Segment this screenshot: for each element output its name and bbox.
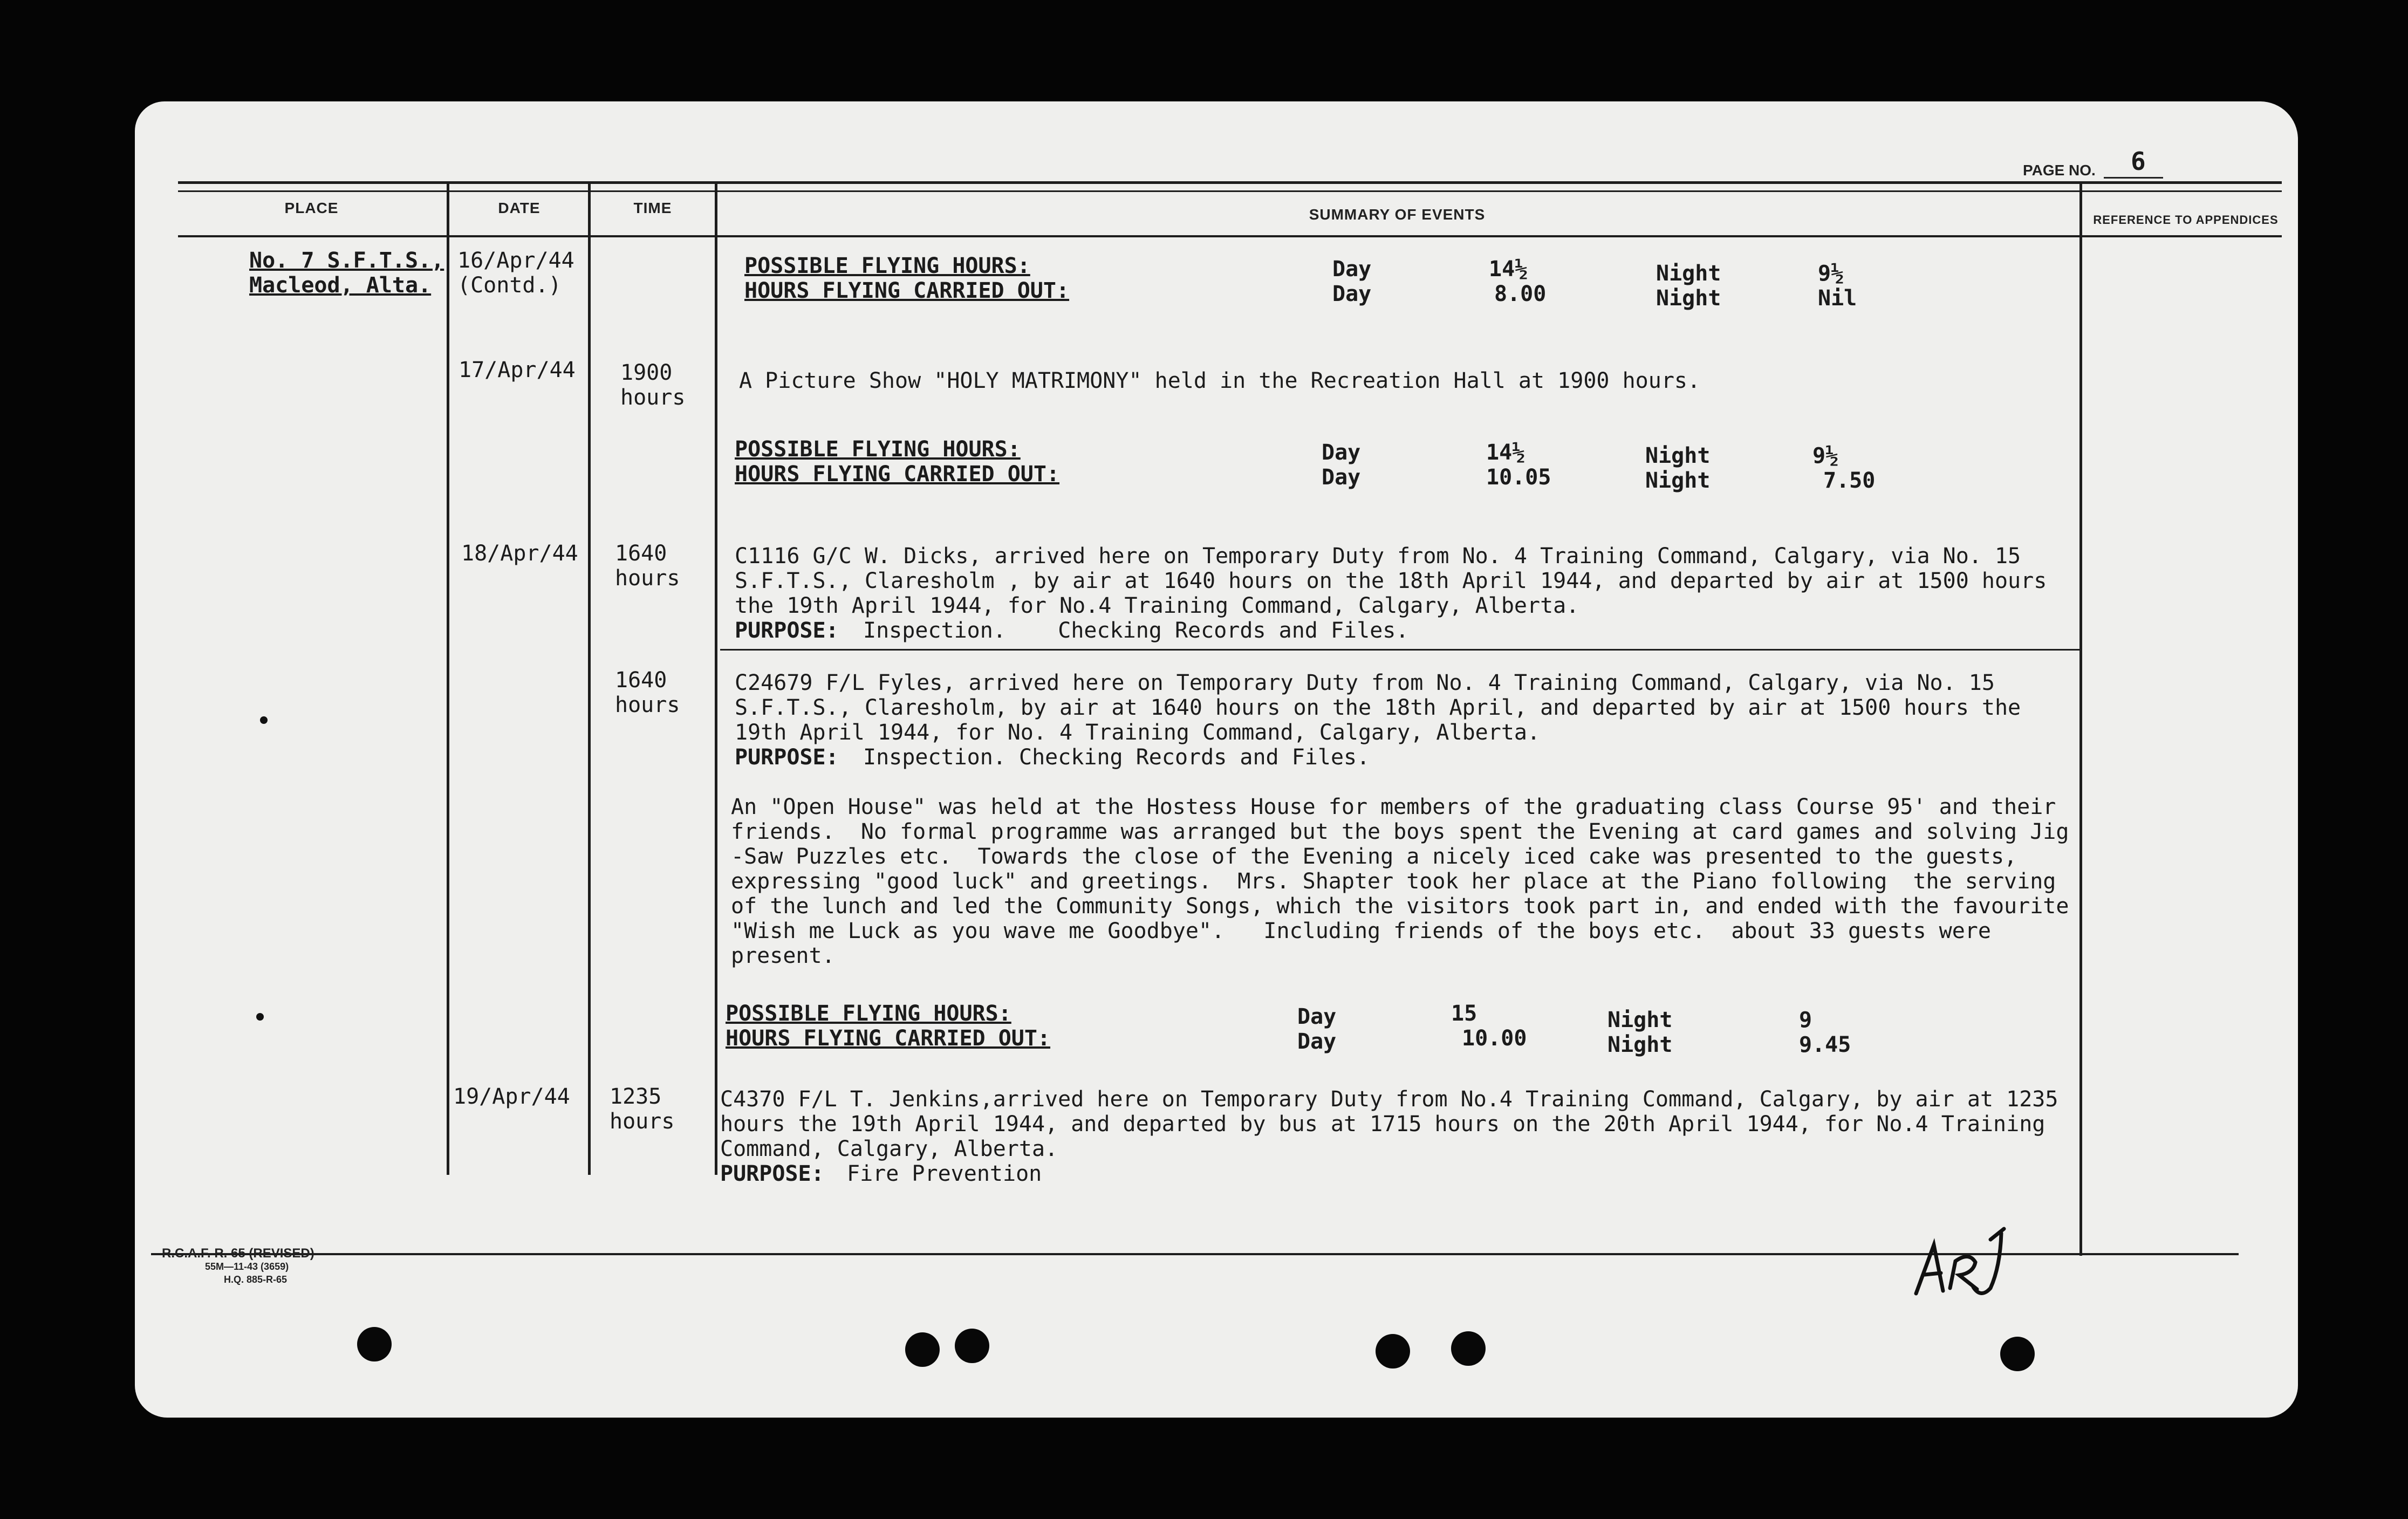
entry4-purpose-text: Inspection. Checking Records and Files. (863, 745, 1370, 770)
binder-hole (1451, 1331, 1486, 1366)
entry1-possible-day-label: Day (1332, 257, 1372, 282)
binder-hole (1376, 1334, 1410, 1369)
entry2-carried-day-label: Day (1322, 465, 1361, 490)
entry4-line3: 19th April 1944, for No. 4 Training Command, Calgary, Alberta. (735, 720, 1541, 745)
header-time: TIME (633, 200, 672, 216)
binder-hole (357, 1327, 392, 1361)
entry1-date: 16/Apr/44 (457, 248, 574, 273)
place-column-divider (447, 182, 449, 1175)
date-column-divider (588, 182, 591, 1175)
entry2-text: A Picture Show "HOLY MATRIMONY" held in the Recreation Hall at 1900 hours. (739, 368, 1701, 393)
binder-hole (2000, 1337, 2035, 1371)
signature-initials (1910, 1223, 2023, 1304)
entry2-carried-night: 7.50 (1823, 468, 1876, 493)
header-reference: REFERENCE TO APPENDICES (2093, 213, 2279, 227)
form-id-line1: R.C.A.F. R. 65 (REVISED) (162, 1246, 314, 1261)
entry6-line1: C4370 F/L T. Jenkins,arrived here on Temporary Duty from No.4 Training Command, Calgary, by air at 1235 (720, 1087, 2058, 1112)
entry5-line2: friends. No formal programme was arranged but the boys spent the Evening at card games and solving Jig (731, 819, 2069, 844)
entry1-carried-label: HOURS FLYING CARRIED OUT: (744, 278, 1070, 303)
header-summary: SUMMARY OF EVENTS (1309, 206, 1486, 223)
entry5-line7: present. (731, 943, 835, 968)
entry3-purpose-label: PURPOSE: (735, 618, 839, 643)
place-line2: Macleod, Alta. (249, 273, 432, 298)
entry4-time: 1640 (615, 668, 667, 693)
entry5-possible-label: POSSIBLE FLYING HOURS: (726, 1001, 1011, 1026)
entry4-time-unit: hours (615, 693, 680, 717)
entry3-line3: the 19th April 1944, for No.4 Training Command, Calgary, Alberta. (735, 593, 1579, 618)
entry4-line2: S.F.T.S., Claresholm, by air at 1640 hours on the 18th April, and departed by air at 1500 hours the (735, 695, 2021, 720)
summary-column-divider (2079, 182, 2082, 1256)
entry3-time-unit: hours (615, 566, 680, 591)
form-id-line3: H.Q. 885-R-65 (224, 1274, 288, 1285)
diary-page (135, 101, 2298, 1418)
time-column-divider (715, 182, 717, 1175)
entry5-carried-day: 10.00 (1462, 1026, 1527, 1051)
entry5-possible-day: 15 (1451, 1001, 1477, 1026)
entry6-date: 19/Apr/44 (453, 1084, 570, 1109)
entry5-possible-night-label: Night (1607, 1008, 1673, 1032)
entry2-time-unit: hours (620, 385, 686, 410)
entry5-line1: An "Open House" was held at the Hostess House for members of the graduating class Course 95' and their (731, 795, 2056, 819)
entry1-carried-day-label: Day (1332, 282, 1372, 306)
entry1-date-contd: (Contd.) (457, 273, 562, 298)
binder-hole (955, 1329, 989, 1363)
entry5-line3: -Saw Puzzles etc. Towards the close of the Evening a nicely iced cake was presented to the guests, (731, 844, 2017, 869)
entry5-carried-night: 9.45 (1799, 1032, 1851, 1057)
page-number-value: 6 (2131, 147, 2146, 176)
entry2-possible-day-label: Day (1322, 440, 1361, 465)
entry2-possible-night: 9½ (1812, 443, 1839, 468)
header-place: PLACE (284, 200, 339, 216)
entry1-possible-day: 14½ (1489, 257, 1528, 282)
entry5-carried-night-label: Night (1607, 1032, 1673, 1057)
entry1-possible-night-label: Night (1656, 261, 1721, 286)
entry3-line2: S.F.T.S., Claresholm , by air at 1640 hours on the 18th April 1944, and departed by air at 1500 hours (735, 569, 2047, 593)
entry5-possible-night: 9 (1799, 1008, 1812, 1032)
header-top-rule-thin (178, 190, 2282, 192)
entry2-possible-label: POSSIBLE FLYING HOURS: (735, 437, 1021, 462)
entry4-purpose-label: PURPOSE: (735, 745, 839, 770)
stray-mark (256, 1013, 264, 1021)
summary-sub-rule (720, 649, 2079, 651)
entry5-possible-day-label: Day (1297, 1004, 1337, 1029)
entry2-date: 17/Apr/44 (459, 358, 576, 382)
entry6-time-unit: hours (610, 1109, 675, 1134)
entry1-carried-day: 8.00 (1494, 282, 1547, 306)
entry1-possible-label: POSSIBLE FLYING HOURS: (744, 254, 1030, 278)
entry3-purpose-text: Inspection. Checking Records and Files. (863, 618, 1409, 643)
page-number-label: PAGE NO. (2023, 162, 2096, 179)
binder-hole (905, 1332, 940, 1367)
entry2-possible-day: 14½ (1486, 440, 1525, 465)
page-number-underline (2104, 177, 2163, 179)
entry5-carried-label: HOURS FLYING CARRIED OUT: (726, 1026, 1051, 1051)
entry3-time: 1640 (615, 541, 667, 566)
entry2-carried-night-label: Night (1645, 468, 1711, 493)
entry1-carried-night-label: Night (1656, 286, 1721, 311)
header-top-rule (178, 181, 2282, 184)
entry3-line1: C1116 G/C W. Dicks, arrived here on Temporary Duty from No. 4 Training Command, Calgary, via No. 15 (735, 544, 2021, 569)
entry1-carried-night: Nil (1818, 286, 1857, 311)
entry1-possible-night: 9½ (1818, 261, 1844, 286)
entry2-possible-night-label: Night (1645, 443, 1711, 468)
entry3-date: 18/Apr/44 (461, 541, 578, 566)
stray-mark (260, 716, 268, 724)
entry5-line4: expressing "good luck" and greetings. Mrs. Shapter took her place at the Piano following the serving (731, 869, 2056, 894)
header-date: DATE (498, 200, 541, 216)
entry5-carried-day-label: Day (1297, 1029, 1337, 1054)
entry6-line3: Command, Calgary, Alberta. (720, 1137, 1058, 1161)
entry6-purpose-label: PURPOSE: (720, 1161, 824, 1186)
entry4-line1: C24679 F/L Fyles, arrived here on Temporary Duty from No. 4 Training Command, Calgary, via No. 15 (735, 670, 1995, 695)
entry2-carried-day: 10.05 (1486, 465, 1551, 490)
entry6-purpose-text: Fire Prevention (847, 1161, 1042, 1186)
entry2-carried-label: HOURS FLYING CARRIED OUT: (735, 462, 1060, 487)
entry5-line5: of the lunch and led the Community Songs, which the visitors took part in, and ended with the favourite (731, 894, 2069, 919)
entry5-line6: "Wish me Luck as you wave me Goodbye". Including friends of the boys etc. about 33 guests were (731, 919, 1991, 943)
place-line1: No. 7 S.F.T.S., (249, 248, 444, 273)
entry6-time: 1235 (610, 1084, 662, 1109)
form-id-line2: 55M—11-43 (3659) (205, 1261, 289, 1272)
entry6-line2: hours the 19th April 1944, and departed by bus at 1715 hours on the 20th April 1944, for No.4 Training (720, 1112, 2046, 1137)
header-bottom-rule (178, 235, 2282, 237)
entry2-time: 1900 (620, 360, 673, 385)
